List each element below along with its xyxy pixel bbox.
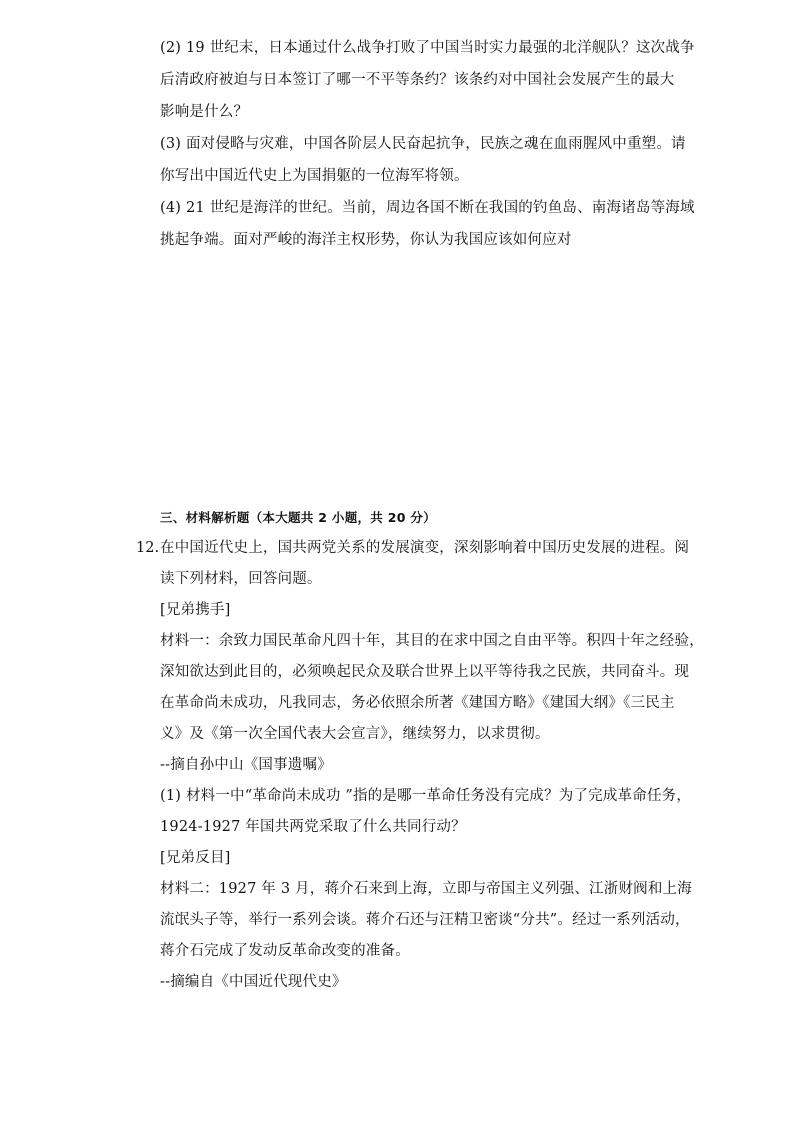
material-2-line-3: 蒋介石完成了发动反革命改变的准备。 [160, 943, 410, 959]
question-12-part-1-line-2: 1924-1927 年国共两党采取了什么共同行动？ [160, 819, 466, 835]
question-12-intro-line-2: 读下列材料，回答问题。 [160, 571, 322, 587]
question-2-line-2: 后清政府被迫与日本签订了哪一不平等条约？该条约对中国社会发展产生的最大 [160, 72, 675, 88]
material-1-line-3: 在革命尚未成功，凡我同志，务必依照余所著《建国方略》《建国大纲》《三民主 [160, 695, 675, 711]
subheading-brothers-hand-in-hand: [兄弟携手] [160, 602, 231, 618]
question-number: 12. [136, 540, 160, 556]
material-1-line-1: 材料一：余致力国民革命凡四十年，其目的在求中国之自由平等。积四十年之经验， [160, 633, 704, 649]
question-3-line-1: (3) 面对侵略与灾难，中国各阶层人民奋起抗争，民族之魂在血雨腥风中重塑。请 [160, 136, 686, 152]
subheading-brothers-turn-against: [兄弟反目] [160, 850, 231, 866]
material-1-source: --摘自孙中山《国事遗嘱》 [160, 757, 332, 773]
question-12-part-1-line-1: (1) 材料一中“革命尚未成功 ”指的是哪一革命任务没有完成？为了完成革命任务， [160, 788, 692, 804]
question-4-line-2: 挑起争端。面对严峻的海洋主权形势，你认为我国应该如何应对 [160, 232, 572, 248]
material-2-line-1: 材料二：1927 年 3 月，蒋介石来到上海，立即与帝国主义列强、江浙财阀和上海 [160, 881, 692, 897]
question-12-intro-line-1: 在中国近代史上，国共两党关系的发展演变，深刻影响着中国历史发展的进程。阅 [160, 540, 690, 556]
material-2-source: --摘编自《中国近代现代史》 [160, 974, 347, 990]
question-4-line-1: (4) 21 世纪是海洋的世纪。当前，周边各国不断在我国的钓鱼岛、南海诸岛等海域 [160, 200, 695, 216]
material-1-line-2: 深知欲达到此目的，必须唤起民众及联合世界上以平等待我之民族，共同奋斗。现 [160, 664, 690, 680]
material-2-line-2: 流氓头子等，举行一系列会谈。蒋介石还与汪精卫密谈“分共”。经过一系列活动， [160, 912, 690, 928]
material-1-line-4: 义》及《第一次全国代表大会宣言》，继续努力，以求贯彻。 [160, 726, 550, 742]
section-heading: 三、材料解析题（本大题共 2 小题，共 20 分） [160, 510, 437, 525]
question-3-line-2: 你写出中国近代史上为国捐躯的一位海军将领。 [160, 168, 469, 184]
question-2-line-3: 影响是什么？ [160, 104, 249, 120]
question-2-line-1: (2) 19 世纪末，日本通过什么战争打败了中国当时实力最强的北洋舰队？这次战争 [160, 40, 695, 56]
